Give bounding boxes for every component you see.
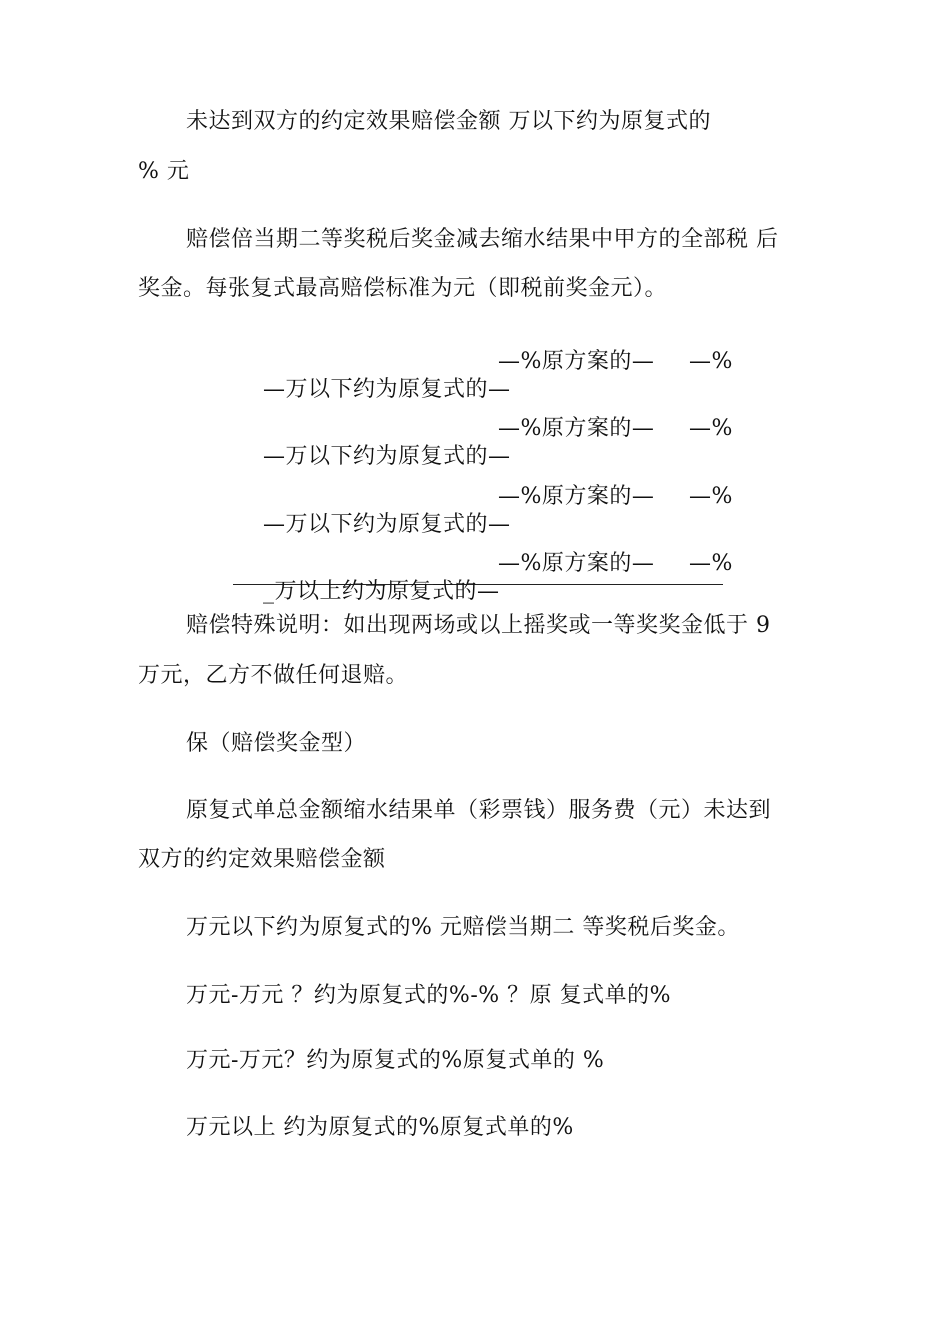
para7: 万元-万元 ？约为原复式的%-% ？原 复式单的% [186, 983, 672, 1008]
tier-row-4 [233, 550, 733, 604]
tier-scheme: —%原方案的— [498, 349, 655, 374]
tier-label: —万以下约为原复式的— [262, 512, 511, 537]
tier-label: —万以下约为原复式的— [262, 444, 511, 469]
tier-scheme: —%原方案的— [498, 484, 655, 509]
tier-percent: —% [689, 416, 733, 441]
para8: 万元-万元？约为原复式的%原复式单的 % [186, 1048, 605, 1073]
para5-line2: 双方的约定效果赔偿金额 [138, 847, 386, 872]
para1-line2: % 元 [138, 159, 190, 184]
para2-line2: 奖金。每张复式最高赔偿标准为元（即税前奖金元）。 [138, 276, 668, 301]
tier-percent: —% [689, 484, 733, 509]
tier-percent: —% [689, 551, 733, 576]
tier-percent: —% [689, 349, 733, 374]
para2-line1: 赔偿倍当期二等奖税后奖金减去缩水结果中甲方的全部税 后 [186, 227, 779, 252]
para3-line1: 赔偿特殊说明：如出现两场或以上摇奖或一等奖奖金低于 9 [186, 613, 771, 638]
para6: 万元以下约为原复式的% 元赔偿当期二 等奖税后奖金。 [186, 915, 740, 940]
tier-label: _万以上约为原复式的— [262, 579, 500, 604]
para9: 万元以上 约为原复式的%原复式单的% [186, 1115, 574, 1140]
para3-line2: 万元，乙方不做任何退赔。 [138, 663, 409, 688]
tier-label: —万以下约为原复式的— [262, 377, 511, 402]
para4-heading: 保（赔偿奖金型） [186, 731, 367, 756]
para5-line1: 原复式单总金额缩水结果单（彩票钱）服务费（元）未达到 [186, 798, 772, 823]
para1-line1: 未达到双方的约定效果赔偿金额 万以下约为原复式的 [186, 109, 711, 134]
tier-scheme: —%原方案的— [498, 416, 655, 441]
tier-scheme: —%原方案的— [498, 551, 655, 576]
